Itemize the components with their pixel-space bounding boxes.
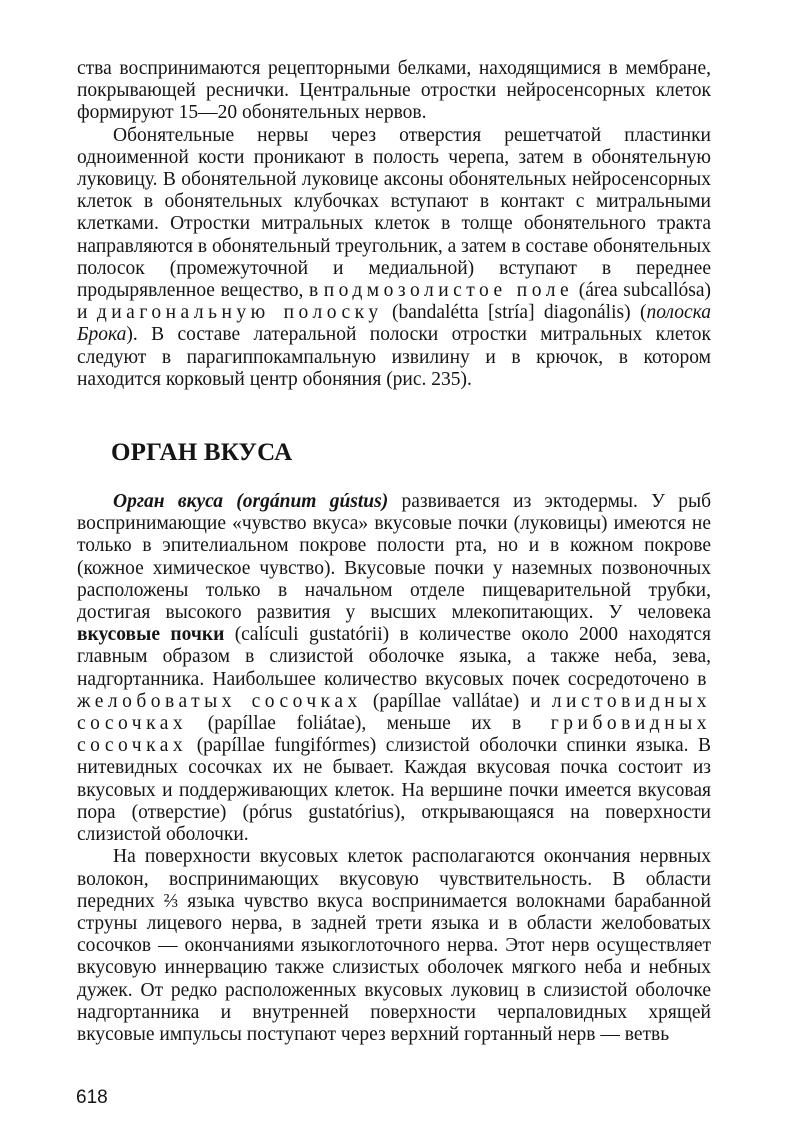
paragraph-text: (papíllae fungifórmes) слизистой оболочки спинки языка. В нитевидных сосочках их не бывает. Каждая вкусовая почка состоит из вкусовых и поддерживающих клеток. На вершине почки имеется вкусовая пора (отверстие) (pórus gustatórius), открывающаяся на поверхности слизистой оболочки. [77,735,711,846]
lead-term: Орган вкуса (orgánum gústus) [113,491,389,513]
latin-term: (papíllae vallátae) и [361,690,552,712]
page-body [77,58,711,1046]
bold-term-taste-buds: вкусовые почки [77,624,225,646]
latin-term: (bandalétta [stría] diagonális) ( [382,302,647,324]
term-broca-band: полоска Брока [77,302,711,346]
term-foliate-papillae: листовидных сосочках [77,690,712,735]
latin-term: (área subcallósa) и [77,280,711,324]
paragraph-text: ). В составе латеральной полоски отростки митральных клеток следуют в парагиппокампальную извилину и в крючок, в котором находится корковый центр обоняния (рис. 235). [77,324,711,390]
paragraph-taste-innervation [77,846,711,1046]
term-vallate-papillae: в желобоватых сосочках [77,668,711,712]
paragraph-text: развивается из эктодермы. У рыб воспринимающие «чувство вкуса» вкусовые почки (луковицы) имеются не только в эпителиальном покрове полости рта, но и в кожном покрове (кожное химическое чувство). Вкусовые почки у наземных позвоночных расположены только в начальном отделе пищеварительной трубки, достигая высокого развития у высших млекопитающих. У человека [77,491,711,624]
paragraph-text: На поверхности вкусовых клеток располагаются окончания нервных волокон, воспринимающих вкусовую чувствительность. В области передних ⅔ языка чувство вкуса воспринимается волокнами барабанной струны лицевого нерва, в задней трети языка и в области желобоватых сосочков — окончаниями языкоглоточного нерва. Этот нерв осуществляет вкусовую иннервацию также слизистых оболочек мягкого неба и небных дужек. От редко расположенных вкусовых луковиц в слизистой оболочке надгортанника и внутренней поверхности черпаловидных хрящей вкусовые импульсы поступают через верхний гортанный нерв — ветвь [77,846,711,1045]
paragraph-taste-organ [77,491,711,846]
section-heading: ОРГАН ВКУСА [111,439,293,467]
paragraph-olfactory-receptors [77,58,711,125]
latin-term: (papíllae foliátae), меньше их [187,713,513,735]
term-diagonal-band: диагональную полоску [96,302,383,324]
paragraph-text: (calículi gustatórii) в количестве около 2000 находятся главным образом в слизистой оболочке языка, а также неба, зева, надгортанника. Наибольшее количество вкусовых почек сосредоточено [77,624,712,690]
term-fungiform-papillae: в грибовидных сосочках [77,713,711,757]
paragraph-olfactory-pathway [77,125,711,391]
term-subcallosal-area: подмозолистое поле [323,280,574,302]
paragraph-text: Обонятельные нервы через отверстия решетчатой пластинки одноименной кости проникают в полость черепа, затем в обонятельную луковицу. В обонятельной луковице аксоны обонятельных нейросенсорных клеток в обонятельных клубочках вступают в контакт с митральными клетками. Отростки митральных клеток в толще обонятельного тракта направляются в обонятельный треугольник, а затем в составе обонятельных полосок (промежуточной и медиальной) вступают в переднее продырявленное вещество, в [77,124,711,302]
page-number: 618 [76,1087,108,1108]
paragraph-text: ства воспринимаются рецепторными белками, находящимися в мембране, покрывающей реснички. Центральные отростки нейросенсорных клеток формируют 15—20 обонятельных нервов. [77,58,711,124]
